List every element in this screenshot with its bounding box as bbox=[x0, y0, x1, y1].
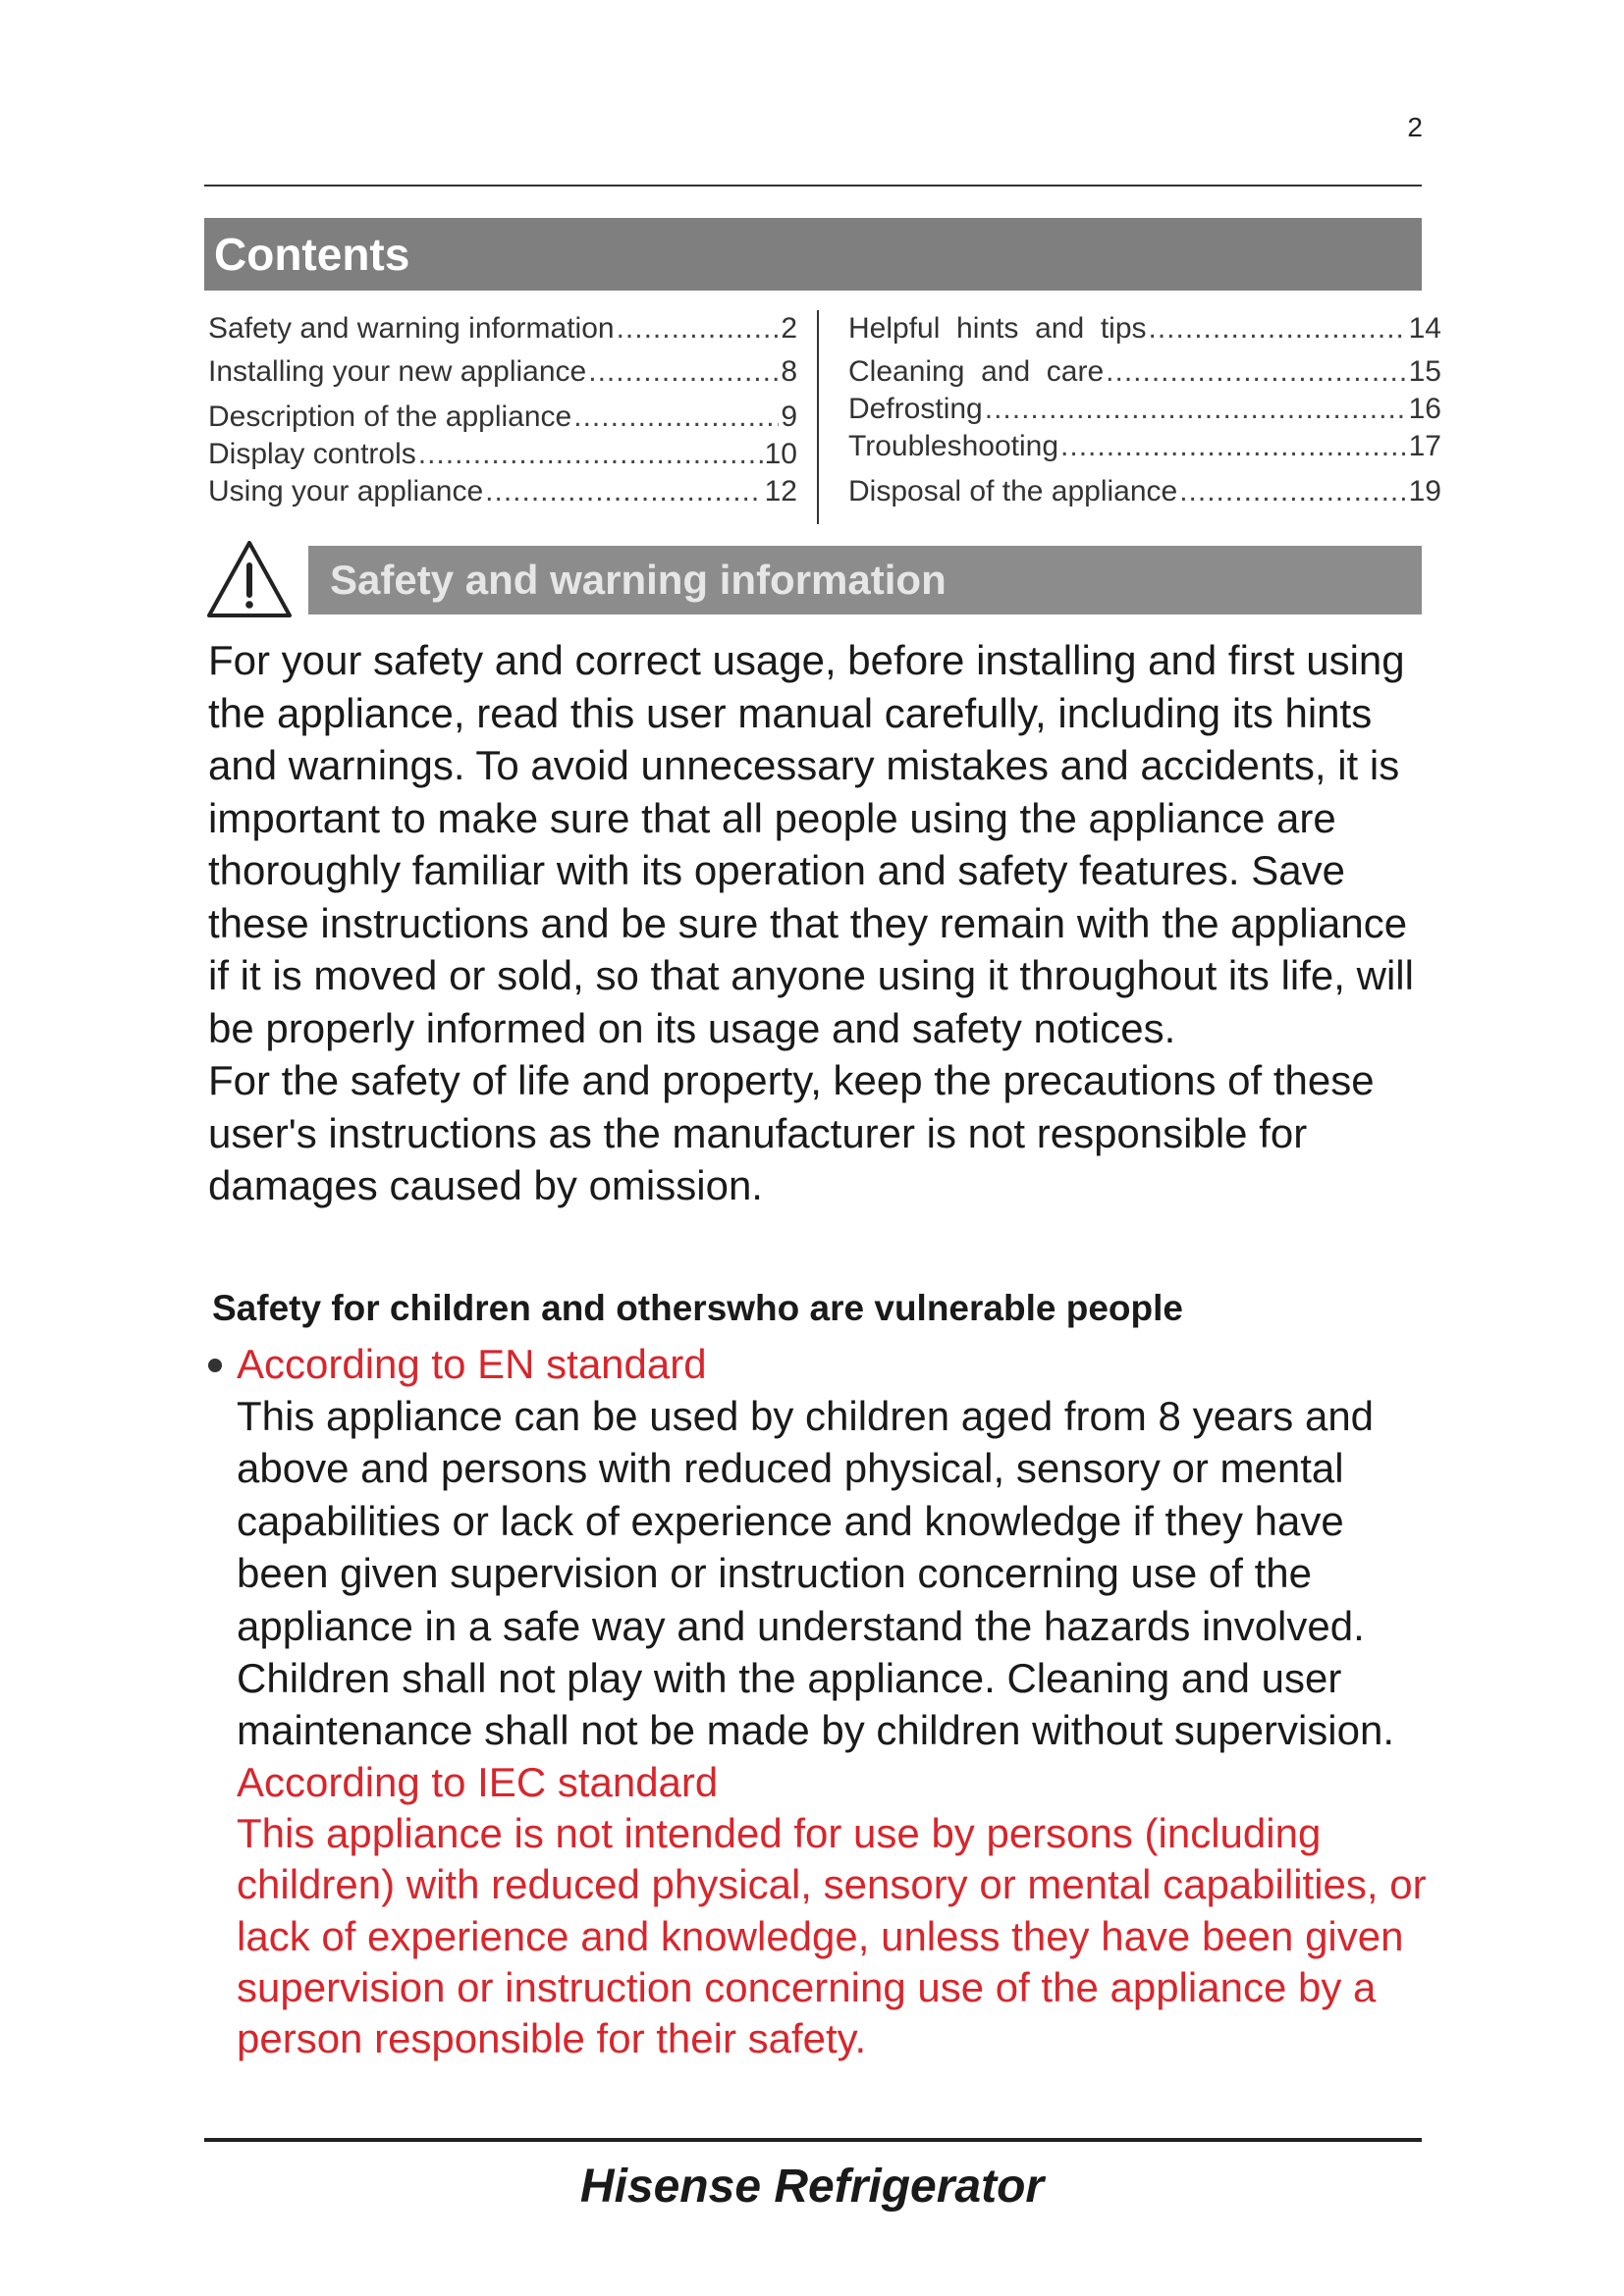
toc-item-title: Using your appliance bbox=[208, 475, 484, 507]
toc-item-installing[interactable] bbox=[208, 355, 797, 389]
en-standard-heading: According to EN standard bbox=[237, 1341, 707, 1387]
toc-leader bbox=[985, 393, 1407, 426]
toc-leader bbox=[1179, 475, 1406, 508]
toc-item-page: 2 bbox=[781, 312, 797, 345]
contents-heading: Contents bbox=[204, 218, 1422, 291]
toc-item-page: 17 bbox=[1408, 430, 1441, 462]
toc-item-page: 12 bbox=[764, 475, 797, 507]
toc-item-defrosting[interactable] bbox=[848, 393, 1441, 426]
toc-item-title: Installing your new appliance bbox=[208, 355, 587, 388]
intro-paragraph: For the safety of life and property, keep the precautions of these user's instructions as the manufacturer is not responsible for damages caused by omission. bbox=[208, 1057, 1375, 1208]
toc-item-title: Troubleshooting bbox=[848, 430, 1059, 462]
standards-list bbox=[204, 1339, 1432, 2065]
toc-item-hints[interactable] bbox=[848, 312, 1441, 346]
page-number: 2 bbox=[1407, 112, 1423, 142]
toc-item-title: Display controls bbox=[208, 438, 416, 470]
toc-item-page: 14 bbox=[1408, 312, 1441, 345]
toc-item-title: Helpful hints and tips bbox=[848, 312, 1147, 345]
toc-item-page: 9 bbox=[781, 400, 797, 433]
toc-item-title: Defrosting bbox=[848, 393, 983, 425]
toc-item-page: 10 bbox=[764, 438, 797, 470]
toc-item-page: 19 bbox=[1408, 475, 1441, 507]
bullet-icon bbox=[208, 1359, 222, 1372]
safety-intro bbox=[208, 634, 1435, 1212]
en-standard-text: This appliance can be used by children aged from 8 years and above and persons with reduced physical, sensory or mental capabilities or lack of experience and knowledge if they have been given supervision or instruction concerning use of the appliance in a safe way and understand the hazards involved. Children shall not play with the appliance. Cleaning and user maintenance shall not be made by children without supervision. bbox=[237, 1393, 1395, 1754]
toc-item-page: 16 bbox=[1408, 393, 1441, 425]
toc-leader bbox=[617, 312, 780, 346]
toc-item-title: Safety and warning information bbox=[208, 312, 615, 345]
toc-item-title: Description of the appliance bbox=[208, 400, 572, 433]
toc-column-divider bbox=[817, 310, 819, 524]
table-of-contents bbox=[204, 306, 1441, 530]
toc-item-page: 15 bbox=[1408, 355, 1441, 388]
toc-leader bbox=[1106, 355, 1406, 389]
toc-item-cleaning[interactable] bbox=[848, 355, 1441, 389]
toc-item-safety[interactable] bbox=[208, 312, 797, 346]
toc-leader bbox=[588, 355, 779, 389]
children-safety-heading: Safety for children and otherswho are vulnerable people bbox=[212, 1288, 1183, 1328]
toc-leader bbox=[573, 400, 779, 434]
footer-brand: Hisense Refrigerator bbox=[579, 2161, 1045, 2213]
safety-section-heading: Safety and warning information bbox=[308, 546, 1422, 614]
toc-leader bbox=[1060, 430, 1407, 463]
toc-item-page: 8 bbox=[781, 355, 797, 388]
top-divider bbox=[204, 185, 1422, 187]
toc-item-title: Disposal of the appliance bbox=[848, 475, 1178, 507]
warning-triangle-icon bbox=[204, 538, 295, 620]
toc-item-display-controls[interactable] bbox=[208, 438, 797, 471]
intro-paragraph: For your safety and correct usage, before installing and first using the appliance, read this user manual carefully, including its hints and warnings. To avoid unnecessary mistakes and accidents, it is important to make sure that all people using the appliance are thoroughly familiar with its operation and safety features. Save these instructions and be sure that they remain with the appliance if it is moved or sold, so that anyone using it throughout its life, will be properly informed on its usage and safety notices. bbox=[208, 637, 1414, 1051]
toc-leader bbox=[418, 438, 763, 471]
toc-item-using[interactable] bbox=[208, 475, 797, 508]
toc-leader bbox=[485, 475, 762, 508]
toc-leader bbox=[1149, 312, 1407, 346]
toc-item-description[interactable] bbox=[208, 400, 797, 434]
bottom-divider bbox=[204, 2138, 1422, 2142]
toc-item-disposal[interactable] bbox=[848, 475, 1441, 508]
toc-item-troubleshooting[interactable] bbox=[848, 430, 1441, 463]
toc-item-title: Cleaning and care bbox=[848, 355, 1105, 388]
iec-standard-heading: According to IEC standard bbox=[237, 1758, 719, 1805]
iec-standard-text: This appliance is not intended for use by persons (including children) with reduced physical, sensory or mental capabilities, or lack of experience and knowledge, unless they have been given supervision or instruction concerning use of the appliance by a person responsible for their safety. bbox=[237, 1809, 1427, 2062]
